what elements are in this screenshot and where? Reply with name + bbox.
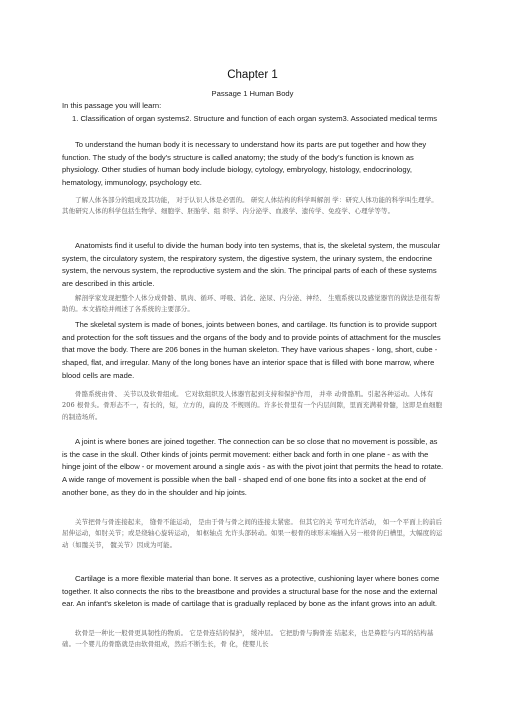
paragraph-anatomy-zh: 了解人体各部分的组成及其功能， 对于认识人体是必需的。 研究人体结构的科学叫解剖 学：研究人体功能的科学叫生理学。其他研究人体的科学包括生物学、细胞学、胚胎学、组 织学、内分泌学、血液学、遗传学、免疫学、心理学等等。 <box>62 196 438 216</box>
paragraph-skeletal-en: The skeletal system is made of bones, joints between bones, and cartilage. Its function is to provide support and protection for the soft tissues and the organs of the body and to provide points of attachment for the muscles that move the body. There are 206 bones in the human skeleton. They have various shapes - long, short, cube - shaped, flat, and irregular. Many of the long bones have an interior space that is filled with bone marrow, where blood cells are made. <box>62 320 441 380</box>
paragraph-systems-en: Anatomists find it useful to divide the human body into ten systems, that is, the skeletal system, the muscular system, the circulatory system, the respiratory system, the digestive system, the urinary system, the endocrine system, the nervous system, the reproductive system and the skin. The principal parts of each of these systems are described in this article. <box>62 241 441 289</box>
learning-objectives: 1. Classification of organ systems2. Structure and function of each organ system3. Associated medical terms <box>72 114 438 123</box>
paragraph-joint-zh: 关节把骨与骨连接起来， 缝骨不能运动， 是由于骨与骨之间的连接太紧密。 但其它的关 节可允许活动， 如一个平面上的前后屈伸运动，如肘关节；或是绕轴心旋转运动， 如枢轴点 允许头部转动。如果一根骨的球形末端插入另一根骨的臼槽里，大幅度的运动（如髋关节， 髋关节）因成为可能。 <box>62 518 443 549</box>
paragraph-joint-en: A joint is where bones are joined together. The connection can be so close that no movement is possible, as is the case in the skull. Other kinds of joints permit movement: either back and forth in one plane - as with the hinge joint of the elbow - or movement around a single axis - as with the pivot joint that permits the head to rotate. A wide range of movement is possible when the ball - shaped end of one bone fits into a socket at the end of another bone, as they do in the shoulder and hip joints. <box>62 437 444 497</box>
chapter-title: Chapter 1 <box>227 69 278 81</box>
intro-line: In this passage you will learn: <box>62 101 162 110</box>
paragraph-skeletal-zh: 骨骼系统由骨、 关节以及软骨组成。 它对软组织及人体器官起到支持和保护作用， 并牵 动骨骼肌。引起各种运动。人体有 206 根骨头。骨形态不一，有长的，短，立方的，扁的及 不规则的。许多长骨里有一个内层间隙，里面充满着骨髓，这即是血细胞的制造场所。 <box>62 390 443 421</box>
passage-subtitle: Passage 1 Human Body <box>211 89 294 98</box>
paragraph-anatomy-en: To understand the human body it is necessary to understand how its parts are put together and how they function. The study of the body's structure is called anatomy; the study of the body's function is known as physiology. Other studies of human body include biology, cytology, embryology, histology, endocrinology, hematology, immunology, psychology etc. <box>62 140 427 188</box>
paragraph-cartilage-en: Cartilage is a more flexible material than bone. It serves as a protective, cushioning layer where bones come together. It also connects the ribs to the breastbone and provides a structural base for the nose and the external ear. An infant's skeleton is made of cartilage that is gradually replaced by bone as the infant grows into an adult. <box>62 574 440 609</box>
paragraph-cartilage-zh: 软骨是一种比一般骨更具韧性的物质。 它是骨连结的保护， 缓冲层。 它把肋骨与胸骨连 结起来，也是鼻腔与内耳的结构基础。一个婴儿的骨骼就是由软骨组成，然后不断生长，骨 化，使婴儿长 <box>62 629 434 649</box>
paragraph-systems-zh: 解剖学家发现把整个人体分成骨骼、肌肉、循环、呼吸、消化、泌尿、内分泌、神经、 生殖系统以及感觉器官的做法是很有帮助的。本文描绘并阐述了各系统的主要部分。 <box>62 294 441 314</box>
